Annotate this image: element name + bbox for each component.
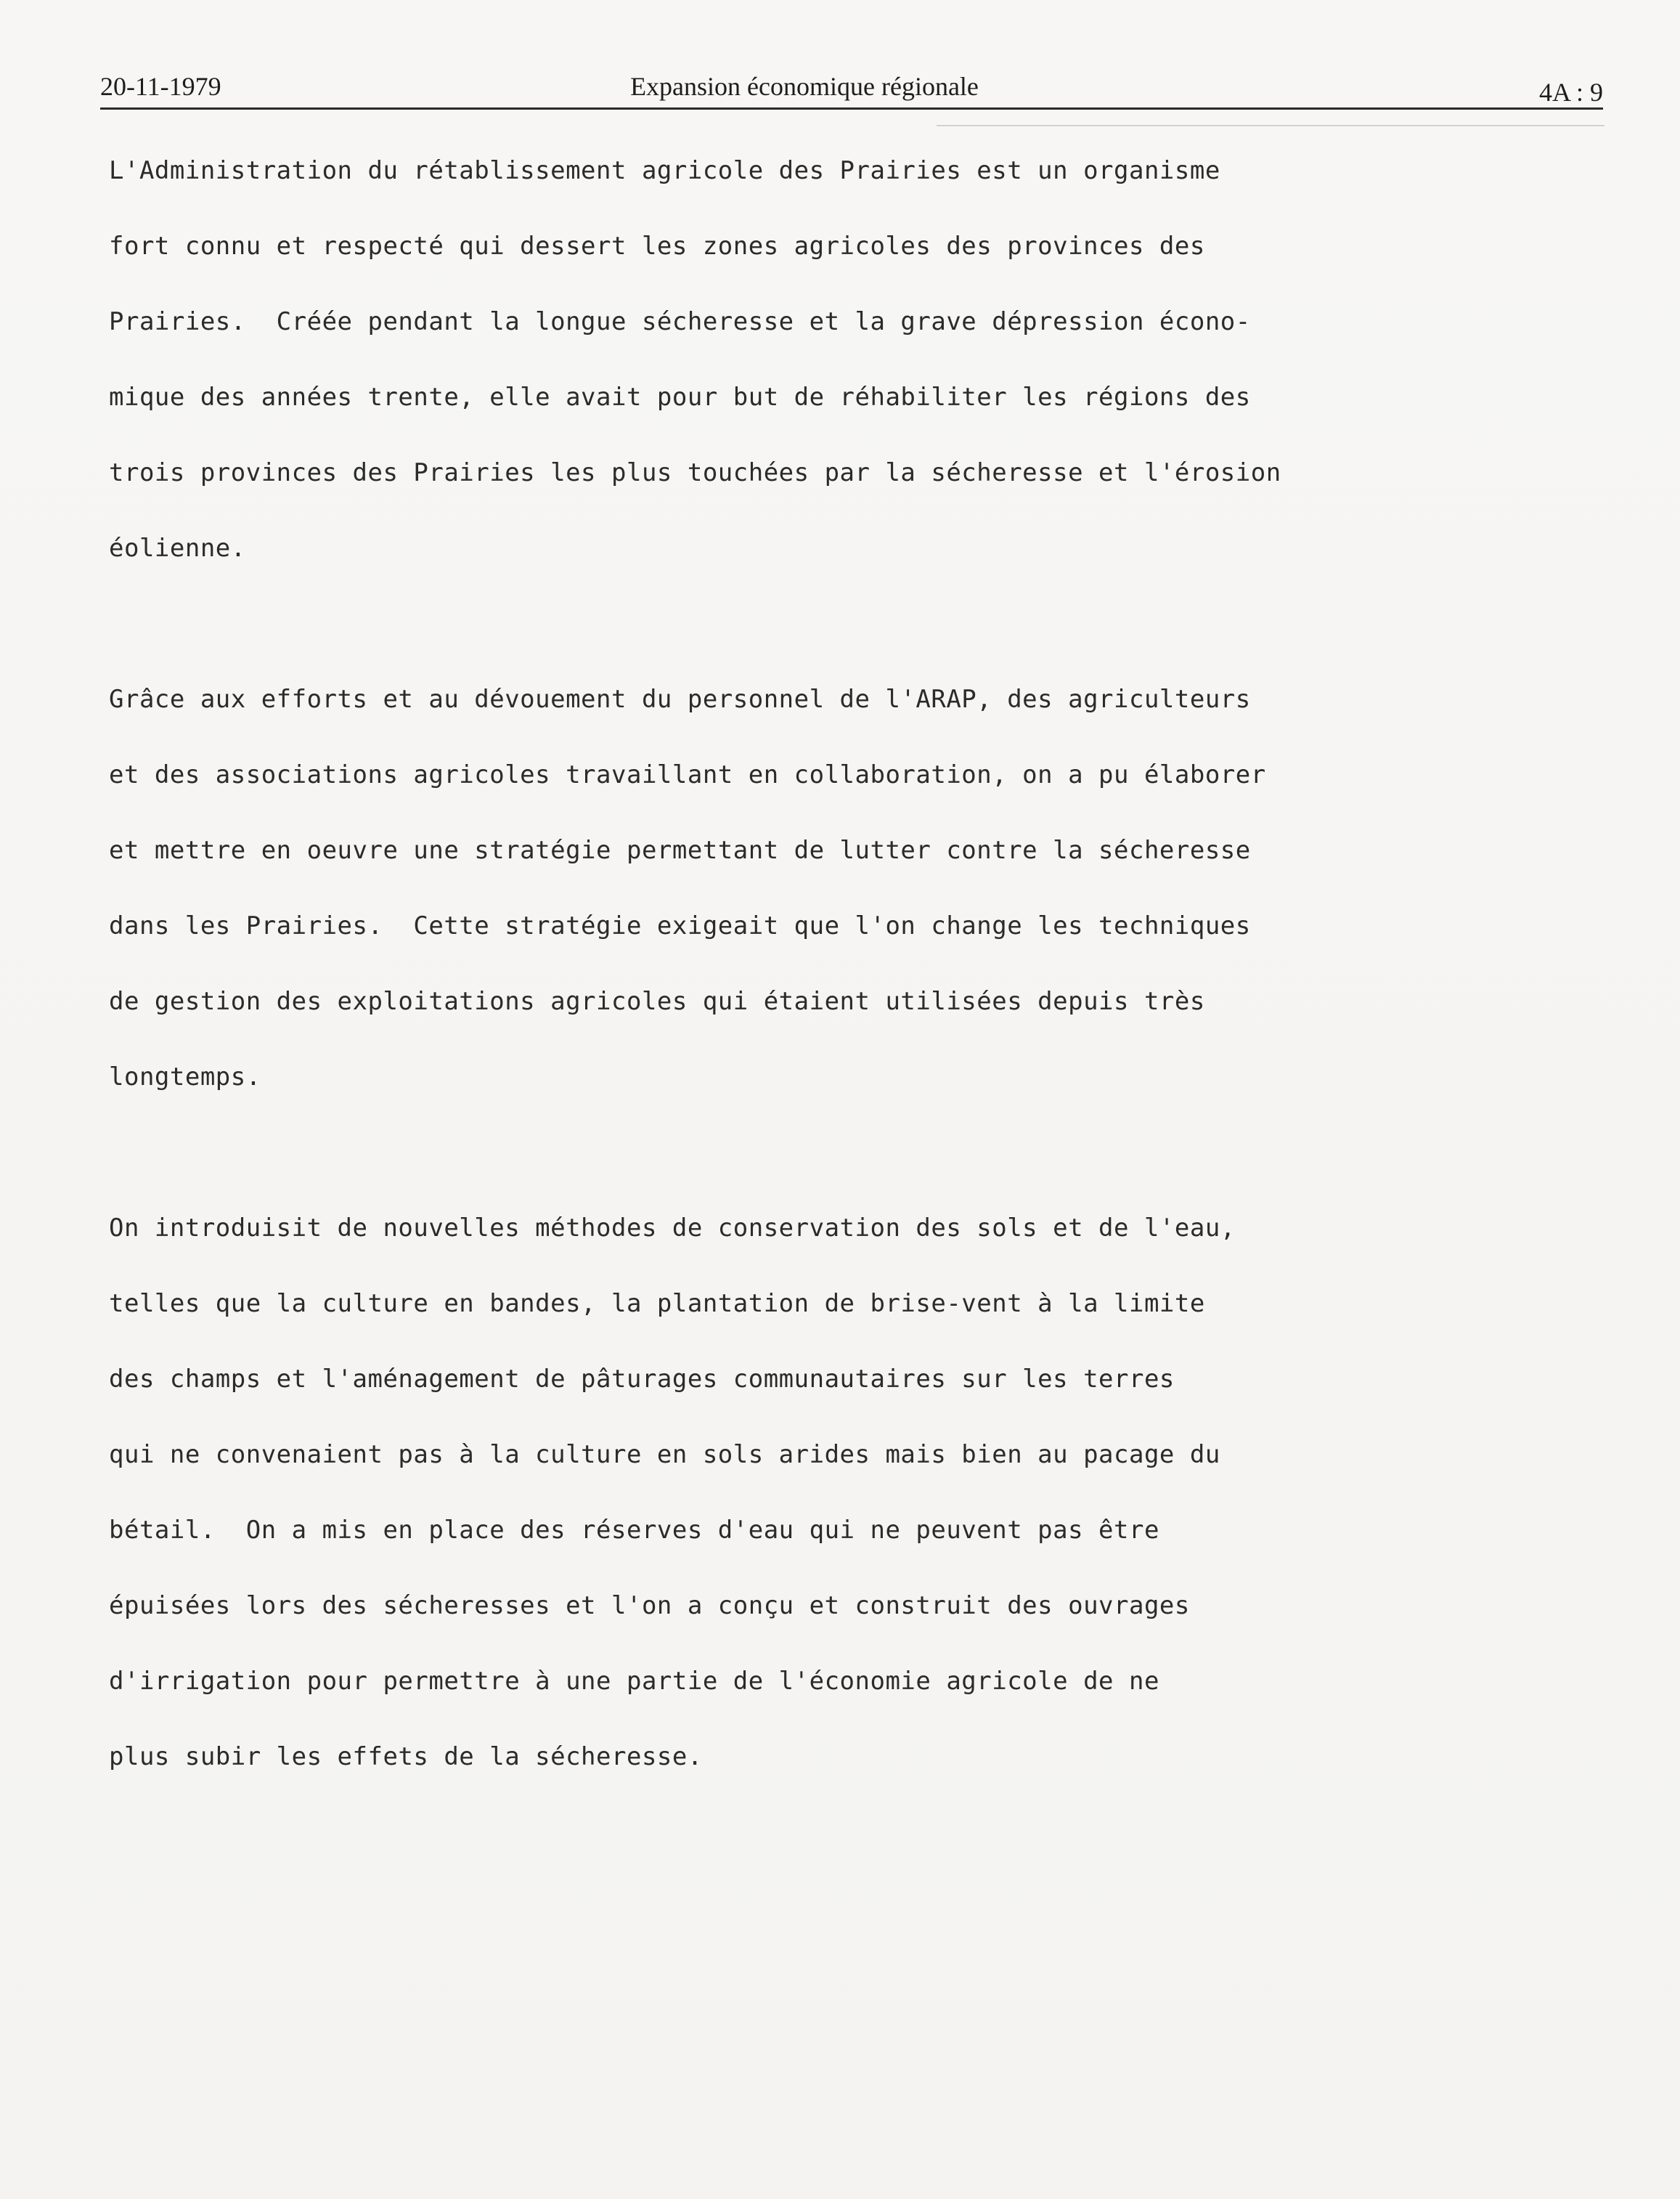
text-line: longtemps. [109, 1062, 261, 1092]
paragraph-2 [109, 678, 1583, 1131]
text-line: et des associations agricoles travaillant en collaboration, on a pu élaborer [109, 760, 1266, 789]
header-title: Expansion économique régionale [630, 72, 979, 101]
text-line: bétail. On a mis en place des réserves d'eau qui ne peuvent pas être [109, 1516, 1159, 1545]
show-through-rule [937, 125, 1604, 126]
header-page-number: 4A : 9 [1538, 78, 1603, 107]
text-line: épuisées lors des sécheresses et l'on a conçu et construit des ouvrages [109, 1591, 1190, 1620]
header-rule [100, 107, 1603, 110]
text-line: trois provinces des Prairies les plus touchées par la sécheresse et l'érosion [109, 458, 1281, 487]
text-line: telles que la culture en bandes, la plantation de brise-vent à la limite [109, 1289, 1205, 1318]
header-date: 20-11-1979 [100, 72, 221, 101]
text-line: On introduisit de nouvelles méthodes de conservation des sols et de l'eau, [109, 1214, 1236, 1243]
text-line: dans les Prairies. Cette stratégie exigeait que l'on change les techniques [109, 911, 1251, 940]
text-line: qui ne convenaient pas à la culture en sols arides mais bien au pacage du [109, 1440, 1220, 1469]
text-line: mique des années trente, elle avait pour but de réhabiliter les régions des [109, 383, 1251, 412]
text-line: des champs et l'aménagement de pâturages communautaires sur les terres [109, 1365, 1175, 1394]
body-text [109, 149, 1583, 1810]
paragraph-1 [109, 149, 1583, 602]
paragraph-gap [109, 602, 1583, 678]
page-header [100, 67, 1603, 110]
text-line: fort connu et respecté qui dessert les zones agricoles des provinces des [109, 232, 1205, 261]
text-line: L'Administration du rétablissement agricole des Prairies est un organisme [109, 156, 1220, 185]
paragraph-3 [109, 1206, 1583, 1810]
text-line: éolienne. [109, 534, 246, 563]
paragraph-gap [109, 1131, 1583, 1206]
text-line: Grâce aux efforts et au dévouement du personnel de l'ARAP, des agriculteurs [109, 685, 1251, 714]
text-line: d'irrigation pour permettre à une partie de l'économie agricole de ne [109, 1667, 1159, 1696]
text-line: plus subir les effets de la sécheresse. [109, 1742, 703, 1771]
text-line: de gestion des exploitations agricoles qui étaient utilisées depuis très [109, 987, 1205, 1016]
text-line: Prairies. Créée pendant la longue sécheresse et la grave dépression écono- [109, 307, 1251, 336]
text-line: et mettre en oeuvre une stratégie permettant de lutter contre la sécheresse [109, 836, 1251, 865]
